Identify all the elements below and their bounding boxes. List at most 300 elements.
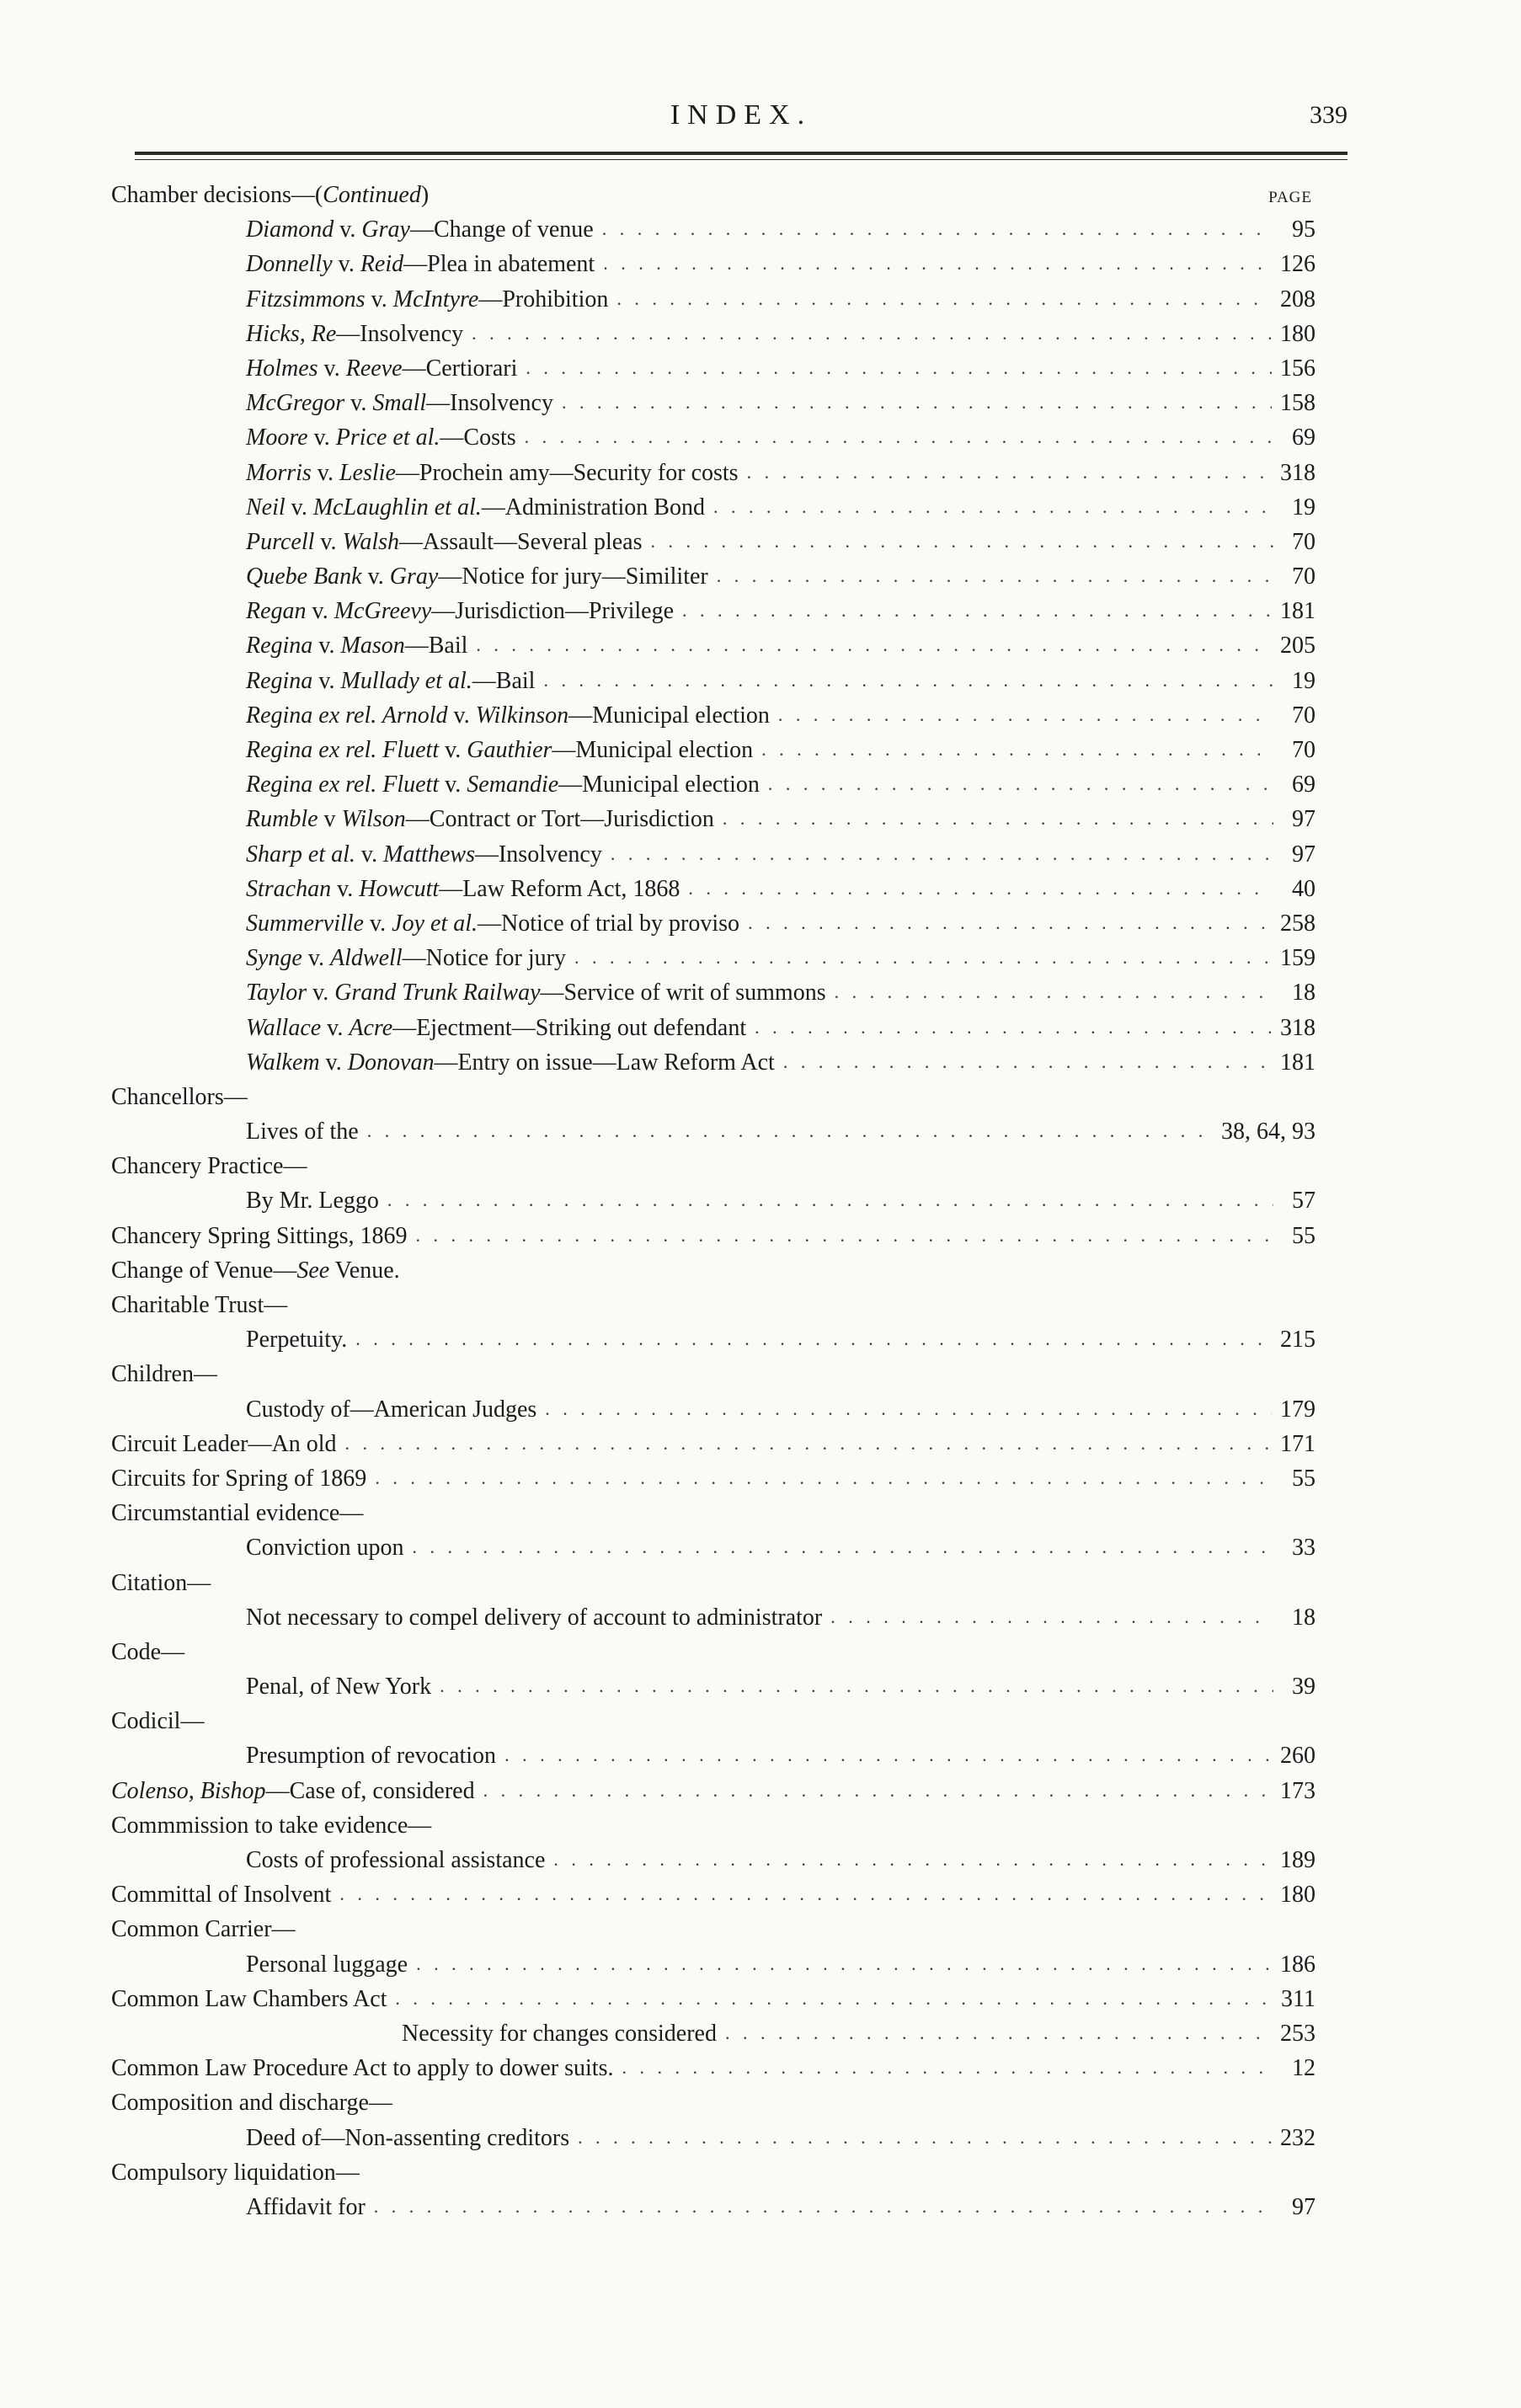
entry-label: [246, 668, 535, 695]
entry-label: [246, 216, 594, 243]
dot-leader: [562, 392, 1272, 414]
dot-leader: [416, 1953, 1272, 1975]
index-entry: [111, 633, 1316, 667]
entry-label: [111, 1292, 287, 1319]
entry-text: v.: [314, 528, 343, 555]
entry-italic: Walkem: [246, 1049, 320, 1076]
entry-label: [246, 1604, 822, 1631]
entry-text: Not necessary to compel delivery of account to administrator: [246, 1604, 823, 1631]
entry-label: [111, 1466, 366, 1492]
index-entry: [111, 1604, 1316, 1639]
entry-page: 181: [1280, 1049, 1316, 1076]
entry-italic2: Grand Trunk Railway: [334, 980, 541, 1006]
entry-italic2: Wilson: [341, 806, 406, 833]
index-entry: [111, 355, 1316, 390]
dot-leader: [602, 218, 1273, 240]
entry-page: 69: [1292, 424, 1316, 451]
entry-page: 19: [1292, 667, 1316, 694]
entry-label: [111, 1778, 475, 1805]
index-entry: [111, 1257, 1316, 1292]
entry-label: [246, 460, 739, 487]
entry-text: Common Law Procedure Act to apply to dower suits.: [111, 2055, 614, 2082]
index-entry: [111, 1778, 1316, 1813]
index-entry: [111, 980, 1316, 1014]
index-entry: [111, 1639, 1316, 1674]
entry-label: [246, 1847, 545, 1874]
entry-page: 159: [1280, 945, 1316, 972]
entry-rest: —Insolvency: [426, 390, 553, 417]
entry-text: v.: [332, 251, 360, 278]
entry-rest: —Bail: [404, 633, 468, 659]
dot-leader: [578, 2127, 1272, 2149]
dot-leader: [416, 1225, 1273, 1247]
entry-label: [246, 1015, 746, 1042]
entry-text: Committal of Insolvent: [111, 1882, 332, 1909]
entry-rest: —Assault—Several pleas: [399, 528, 643, 555]
index-entry: [111, 1049, 1316, 1084]
entry-italic: Regina ex rel. Fluett: [246, 737, 440, 763]
entry-page: 19: [1292, 494, 1316, 521]
entry-label: [246, 806, 714, 833]
entry-text: Presumption of revocation: [246, 1743, 497, 1770]
entry-label: [246, 251, 595, 278]
entry-label: [246, 841, 602, 868]
entry-label: [402, 2021, 717, 2048]
index-entry: [111, 1535, 1316, 1569]
dot-leader: [783, 1051, 1272, 1073]
continued-heading-row: [111, 182, 1316, 216]
index-entry: [111, 702, 1316, 737]
entry-rest: —Municipal election: [558, 772, 760, 798]
entry-rest: —Bail: [472, 667, 536, 694]
entry-italic: Synge: [246, 945, 302, 972]
entry-italic: Hicks, Re: [246, 320, 337, 347]
entry-label: [246, 980, 826, 1006]
entry-italic2: McGreevy: [334, 598, 432, 625]
entry-page: 318: [1280, 1014, 1316, 1041]
entry-rest: —Law Reform Act, 1868: [439, 875, 680, 902]
entry-rest: —Notice for jury—Similiter: [438, 563, 708, 590]
entry-text: v.: [334, 216, 362, 243]
dot-leader: [713, 496, 1273, 518]
dot-leader: [768, 773, 1273, 795]
entry-italic: Fitzsimmons: [246, 286, 366, 312]
entry-label: [246, 1119, 359, 1145]
entry-italic: Holmes: [246, 355, 318, 382]
index-entry: [111, 424, 1316, 459]
index-entry: [111, 494, 1316, 529]
dot-leader: [622, 2057, 1273, 2079]
index-entry: [111, 1327, 1316, 1361]
index-entry: [111, 1119, 1316, 1153]
entry-text: v.: [447, 702, 476, 729]
index-entry: [111, 216, 1316, 251]
index-entry: [111, 737, 1316, 772]
entry-label: [246, 2194, 366, 2221]
index-entry: [111, 1708, 1316, 1743]
entry-text: Circuit Leader—An old: [111, 1430, 337, 1457]
dot-leader: [504, 1744, 1272, 1766]
entry-label: [246, 390, 553, 417]
entry-italic2: Leslie: [339, 459, 396, 486]
entry-text: v.: [344, 390, 373, 417]
entry-page: 18: [1292, 980, 1316, 1006]
entry-rest: —Prohibition: [478, 286, 609, 312]
index-entry: [111, 806, 1316, 841]
index-entry: [111, 1153, 1316, 1188]
entry-text: v.: [331, 875, 360, 902]
entry-rest: —Prochein amy—Security for costs: [395, 459, 739, 486]
index-entry: [111, 598, 1316, 633]
entry-italic: Moore: [246, 424, 308, 451]
entry-text: v.: [312, 633, 341, 659]
index-entry: [111, 1743, 1316, 1777]
index-entry: [111, 1292, 1316, 1327]
dot-leader: [440, 1675, 1273, 1697]
index-entry: [111, 1916, 1316, 1951]
entry-label: [246, 424, 516, 451]
entry-rest: —Notice of trial by proviso: [478, 910, 740, 937]
entry-label: [111, 1223, 408, 1250]
entry-page: 179: [1280, 1396, 1316, 1423]
entry-page: 260: [1280, 1743, 1316, 1770]
entry-italic2: Price et al.: [335, 424, 440, 451]
entry-text: v.: [439, 772, 467, 798]
entry-label: [246, 529, 643, 556]
entry-page: 232: [1280, 2124, 1316, 2151]
index-entry: [111, 1188, 1316, 1222]
entry-italic2: Joy et al.: [392, 910, 478, 937]
entry-page: 38, 64, 93: [1221, 1119, 1316, 1145]
dot-leader: [472, 323, 1272, 344]
index-entry: [111, 1847, 1316, 1882]
index-entry: [111, 841, 1316, 876]
entry-rest: —Insolvency: [336, 320, 464, 347]
header-rule-thin: [135, 159, 1348, 160]
entry-rest: Venue.: [329, 1257, 400, 1284]
entry-text: Composition and discharge—: [111, 2090, 392, 2117]
dot-leader: [374, 2196, 1273, 2218]
dot-leader: [603, 253, 1272, 275]
entry-text: v.: [307, 980, 335, 1006]
page-number: 339: [1310, 101, 1348, 129]
running-header: [135, 99, 1348, 141]
entry-text: Deed of—Non-assenting creditors: [246, 2124, 570, 2151]
entry-label: [246, 876, 680, 903]
entry-rest: —Administration Bond: [481, 494, 705, 521]
entry-page: 70: [1292, 528, 1316, 555]
entry-italic2: McIntyre: [392, 286, 479, 312]
entry-text: v.: [321, 1014, 350, 1041]
entry-text: v.: [363, 910, 392, 937]
index-entry: [111, 1951, 1316, 1986]
entry-text: Codicil—: [111, 1708, 205, 1735]
entry-page: 97: [1292, 806, 1316, 833]
index-entry: [111, 1396, 1316, 1431]
entry-text: v.: [302, 945, 331, 972]
entry-page: 208: [1280, 286, 1316, 312]
dot-leader: [355, 1328, 1272, 1350]
entry-page: 12: [1292, 2055, 1316, 2082]
dot-leader: [483, 1780, 1272, 1802]
dot-leader: [395, 1988, 1273, 2010]
entry-page: 181: [1280, 598, 1316, 625]
index-entry: [111, 1431, 1316, 1466]
entry-italic: Regina: [246, 633, 313, 659]
index-entry: [111, 876, 1316, 910]
entry-label: [111, 1986, 387, 2013]
entry-italic2: See: [296, 1257, 330, 1284]
entry-text: Lives of the: [246, 1119, 359, 1145]
entry-label: [111, 1431, 336, 1458]
entry-page: 215: [1280, 1327, 1316, 1353]
entry-text: Chancery Practice—: [111, 1153, 307, 1180]
entry-label: [111, 1813, 431, 1839]
entry-text: Compulsory liquidation—: [111, 2159, 360, 2186]
dot-leader: [688, 878, 1273, 900]
entry-page: 258: [1280, 910, 1316, 937]
entry-label: [111, 1361, 217, 1388]
entry-text: Costs of professional assistance: [246, 1847, 546, 1873]
index-entry: [111, 251, 1316, 286]
entry-italic: Donnelly: [246, 251, 333, 278]
entry-text: v: [318, 806, 342, 833]
index-entry: [111, 2055, 1316, 2090]
entry-label: [111, 2090, 392, 2117]
entry-text: v.: [361, 563, 390, 590]
dot-leader: [682, 600, 1272, 622]
dot-leader: [553, 1849, 1272, 1871]
entry-page: 205: [1280, 633, 1316, 659]
entry-label: [246, 598, 674, 625]
index-entry: [111, 772, 1316, 806]
entry-page: 97: [1292, 2193, 1316, 2220]
entry-page: 40: [1292, 875, 1316, 902]
entry-text: Common Law Chambers Act: [111, 1985, 387, 2012]
entry-italic2: Mason: [340, 633, 405, 659]
entry-page: 311: [1281, 1985, 1316, 2012]
dot-leader: [616, 288, 1272, 310]
entry-page: 70: [1292, 702, 1316, 729]
dot-leader: [748, 912, 1272, 934]
entry-label: [111, 1882, 331, 1909]
entry-label: [111, 1708, 204, 1735]
entry-rest: —Ejectment—Striking out defendant: [392, 1014, 747, 1041]
entry-rest: —Jurisdiction—Privilege: [431, 598, 675, 625]
entry-page: 186: [1280, 1951, 1316, 1978]
entry-italic: Regina: [246, 667, 313, 694]
dot-leader: [387, 1189, 1273, 1211]
entry-rest: —Municipal election: [568, 702, 770, 729]
entry-label: [111, 1639, 184, 1666]
entry-italic2: Matthews: [383, 841, 475, 868]
entry-text: Circuits for Spring of 1869: [111, 1465, 367, 1492]
entry-label: [111, 2055, 613, 2082]
dot-leader: [835, 981, 1273, 1003]
entry-label: [246, 494, 705, 521]
dot-leader: [545, 1398, 1272, 1420]
entry-text: Circumstantial evidence—: [111, 1500, 364, 1527]
entry-rest: —Change of venue: [409, 216, 594, 243]
entry-italic2: Aldwell: [330, 945, 403, 972]
index-entry: [111, 1986, 1316, 2021]
index-entry: [111, 286, 1316, 321]
entry-label: [246, 2125, 569, 2152]
entry-page: 180: [1280, 1882, 1316, 1909]
entry-label: [246, 321, 463, 348]
entry-label: [111, 1916, 296, 1943]
entry-italic2: Gauthier: [467, 737, 552, 763]
entry-label: [246, 563, 708, 590]
entry-italic2: Acre: [349, 1014, 393, 1041]
entry-italic2: McLaughlin et al.: [312, 494, 482, 521]
index-entry: [111, 321, 1316, 355]
dot-leader: [339, 1883, 1272, 1905]
entry-page: 33: [1292, 1535, 1316, 1562]
dot-leader: [761, 739, 1273, 761]
entry-italic2: Wilkinson: [475, 702, 569, 729]
entry-italic: Taylor: [246, 980, 307, 1006]
entry-text: v.: [439, 737, 467, 763]
entry-italic2: Small: [372, 390, 427, 417]
entry-rest: —Plea in abatement: [403, 251, 595, 278]
entry-text: Penal, of New York: [246, 1674, 432, 1701]
entry-italic2: Semandie: [467, 772, 559, 798]
entry-text: v.: [319, 1049, 348, 1076]
entry-label: [246, 633, 467, 659]
entry-italic2: Reid: [360, 251, 404, 278]
entry-page: 158: [1280, 390, 1316, 417]
dot-leader: [375, 1467, 1273, 1489]
entry-label: [246, 1396, 536, 1423]
entry-page: 95: [1292, 216, 1316, 243]
entry-rest: —Certiorari: [402, 355, 518, 382]
entry-text: —Case of, considered: [265, 1777, 475, 1804]
entry-text: v.: [306, 598, 334, 625]
dot-leader: [367, 1120, 1213, 1142]
entry-label: [246, 1188, 379, 1215]
entry-text: Code—: [111, 1638, 185, 1665]
index-list: [111, 182, 1316, 2229]
entry-italic2: Reeve: [345, 355, 403, 382]
entry-italic2: Donovan: [347, 1049, 435, 1076]
entry-page: 180: [1280, 320, 1316, 347]
index-entries: [111, 216, 1316, 2229]
entry-italic: Diamond: [246, 216, 334, 243]
index-entry: [111, 1361, 1316, 1396]
index-entry: [111, 1500, 1316, 1535]
dot-leader: [725, 2022, 1272, 2044]
dot-leader: [747, 462, 1272, 483]
entry-italic: Regina ex rel. Arnold: [246, 702, 448, 729]
dot-leader: [651, 531, 1274, 553]
entry-label: [246, 945, 566, 972]
index-entry: [111, 1223, 1316, 1257]
dot-leader: [543, 670, 1273, 691]
entry-text: v.: [311, 459, 339, 486]
entry-page: 70: [1292, 737, 1316, 763]
running-title: INDEX.: [670, 99, 813, 131]
index-entry: [111, 2021, 1316, 2055]
entry-page: 18: [1292, 1604, 1316, 1631]
entry-label: [246, 702, 770, 729]
entry-text: Conviction upon: [246, 1535, 404, 1562]
index-entry: [111, 2194, 1316, 2229]
dot-leader: [778, 704, 1273, 726]
entry-page: 318: [1280, 459, 1316, 486]
entry-page: 55: [1292, 1222, 1316, 1249]
entry-page: 70: [1292, 563, 1316, 590]
entry-label: [246, 737, 753, 764]
entry-label: [246, 355, 517, 382]
entry-page: 156: [1280, 355, 1316, 382]
index-entry: [111, 563, 1316, 598]
entry-page: 55: [1292, 1465, 1316, 1492]
entry-page: 39: [1292, 1674, 1316, 1701]
entry-text: Common Carrier—: [111, 1916, 296, 1943]
entry-label: [111, 2160, 360, 2186]
index-entry: [111, 1015, 1316, 1049]
entry-page: 189: [1280, 1847, 1316, 1873]
entry-text: Chancellors—: [111, 1083, 248, 1110]
continued-heading: Chamber decisions—(Continued): [111, 182, 430, 208]
entry-text: v.: [285, 494, 313, 521]
entry-rest: —Entry on issue—Law Reform Act: [434, 1049, 775, 1076]
entry-rest: —Notice for jury: [402, 945, 566, 972]
entry-italic: Regan: [246, 598, 307, 625]
entry-italic: Sharp et al.: [246, 841, 355, 868]
entry-italic: Purcell: [246, 528, 315, 555]
dot-leader: [526, 357, 1272, 379]
entry-rest: —Contract or Tort—Jurisdiction: [405, 806, 714, 833]
index-entry: [111, 2090, 1316, 2124]
entry-italic: Strachan: [246, 875, 332, 902]
entry-text: Change of Venue—: [111, 1257, 297, 1284]
entry-rest: —Insolvency: [474, 841, 602, 868]
dot-leader: [344, 1433, 1272, 1455]
entry-italic: Colenso, Bishop: [111, 1777, 266, 1804]
index-entry: [111, 1674, 1316, 1708]
index-entry: [111, 910, 1316, 945]
entry-text: Children—: [111, 1361, 217, 1388]
entry-page: 97: [1292, 841, 1316, 868]
entry-label: [111, 1500, 363, 1527]
entry-page: 173: [1280, 1777, 1316, 1804]
page-column-label: PAGE: [1268, 189, 1312, 206]
dot-leader: [723, 808, 1273, 830]
entry-rest: —Costs: [440, 424, 516, 451]
dot-leader: [476, 634, 1272, 656]
entry-italic: Regina ex rel. Fluett: [246, 772, 440, 798]
entry-page: 57: [1292, 1188, 1316, 1215]
index-entry: [111, 2160, 1316, 2194]
entry-rest: —Service of writ of summons: [540, 980, 826, 1006]
entry-text: Necessity for changes considered: [402, 2020, 717, 2047]
entry-text: Commmission to take evidence—: [111, 1812, 432, 1839]
entry-label: [246, 1535, 403, 1562]
entry-text: Perpetuity.: [246, 1327, 348, 1353]
entry-italic2: Mullady et al.: [340, 667, 472, 694]
entry-italic: Quebe Bank: [246, 563, 362, 590]
entry-text: v.: [365, 286, 393, 312]
entry-text: By Mr. Leggo: [246, 1188, 379, 1215]
entry-text: Charitable Trust—: [111, 1292, 288, 1318]
dot-leader: [525, 426, 1273, 448]
entry-label: [111, 1084, 248, 1111]
entry-italic2: Gray: [361, 216, 410, 243]
dot-leader: [755, 1017, 1272, 1038]
entry-label: [246, 1049, 775, 1076]
